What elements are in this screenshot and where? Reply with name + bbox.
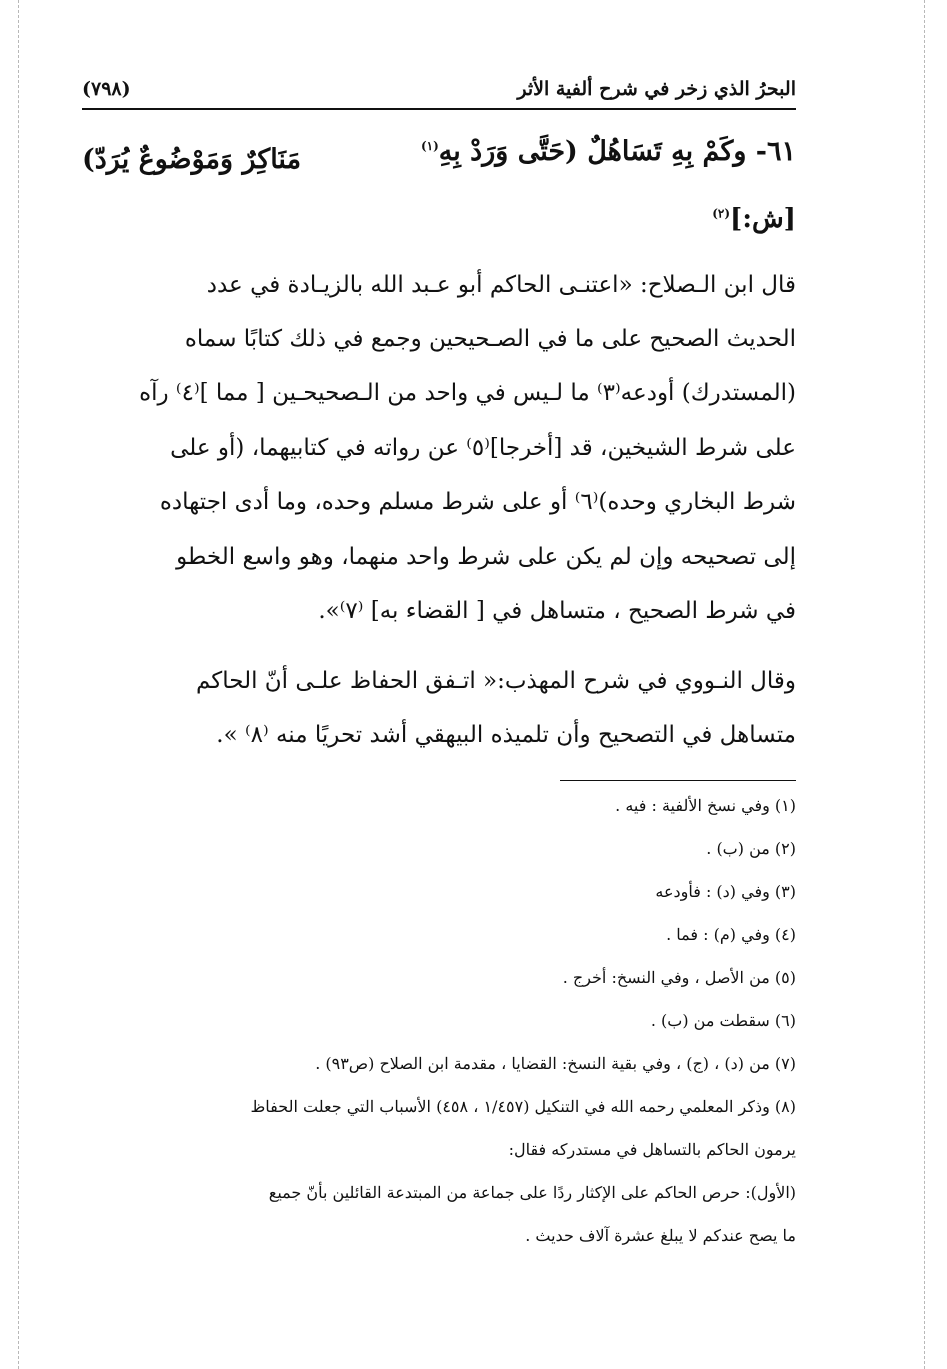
paragraph-line: قال ابن الـصلاح: «اعتنـى الحاكم أبو عـبد الله بالزيـادة في عدد [206,272,796,298]
footnote: (٧) من (د) ، (ج) ، وفي بقية النسخ: القضايا ، مقدمة ابن الصلاح (ص٩٣) . [315,1054,796,1073]
scan-fold-line-left [18,0,19,1369]
paragraph-line: الحديث الصحيح على ما في الصـحيحين وجمع في ذلك كتابًا سماه [184,326,796,352]
footnote: (٣) وفي (د) : فأودعه [655,882,796,901]
page-header [82,74,796,110]
paragraph-line: متساهل في التصحيح وأن تلميذه البيهقي أشد تحريًا منه ⁽٨⁾ ». [216,722,796,748]
footnote: يرمون الحاكم بالتساهل في مستدركه فقال: [508,1140,796,1159]
paragraph-line: وقال النـووي في شرح المهذب:« اتـفق الحفاظ علـى أنّ الحاكم [195,668,796,694]
paragraph-line: إلى تصحيحه وإن لم يكن على شرط واحد منهما، وهو واسع الخطو [176,544,796,570]
scan-fold-line-right [924,0,925,1369]
sharh-label [712,204,796,234]
footnote: (٨) وذكر المعلمي رحمه الله في التنكيل (١/٤٥٧ ، ٤٥٨) الأسباب التي جعلت الحفاظ [250,1097,796,1116]
footnote: (٤) وفي (م) : فما . [666,925,796,944]
verse-line-1 [421,136,796,167]
footnote: (٢) من (ب) . [706,839,796,858]
paragraph-line: في شرط الصحيح ، متساهل في [ القضاء به] ⁽٧⁾». [318,598,796,624]
running-title: البحرُ الذي زخر في شرح ألفية الأثر [517,78,796,100]
sharh-label-text: [ش:] [730,204,796,234]
verse-line-2: مَنَاكِرٌ وَمَوْضُوعٌ يُرَدّ) [82,144,302,175]
footnote: (٦) سقطت من (ب) . [650,1011,796,1030]
footnote-separator [560,780,796,781]
footnote: (٥) من الأصل ، وفي النسخ: أخرج . [562,968,796,987]
sharh-footnote-ref: (٢) [712,206,731,221]
footnote: (الأول): حرص الحاكم على الإكثار ردًا على جماعة من المبتدعة القائلين بأنّ جميع [268,1183,796,1202]
paragraph-line: شرط البخاري وحده)⁽٦⁾ أو على شرط مسلم وحده، وما أدى اجتهاده [159,489,796,515]
verse-footnote-ref: (١) [420,139,439,153]
page-number: (٧٩٨) [82,78,131,100]
verse-line-1-text: ٦١- وكَمْ بِهِ تَسَاهُلٌ (حَتَّى وَرَدْ بِهِ [438,136,796,167]
footnote: (١) وفي نسخ الألفية : فيه . [615,796,796,815]
footnote: ما يصح عندكم لا يبلغ عشرة آلاف حديث . [525,1226,796,1245]
paragraph-line: على شرط الشيخين، قد [أخرجا]⁽٥⁾ عن رواته في كتابيهما، (أو على [170,435,796,461]
paragraph-line: (المستدرك) أودعه⁽٣⁾ ما لـيس في واحد من الـصحيحـين [ مما ]⁽٤⁾ رآه [139,380,796,406]
